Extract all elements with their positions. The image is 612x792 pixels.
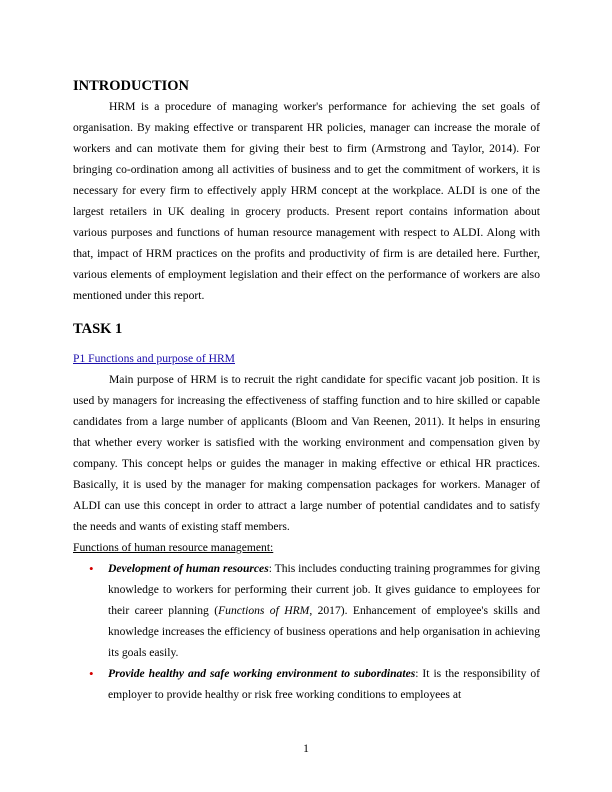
- introduction-paragraph: HRM is a procedure of managing worker's performance for achieving the set goals of organisation. By making effective or transparent HR policies, manager can increase the morale of workers and can motivate them for giving their best to firm (Armstrong and Taylor, 2014). For bringing co-ordination among all activities of business and to get the commitment of workers, it is necessary for every firm to effectively apply HRM concept at the workplace. ALDI is one of the largest retailers in UK dealing in grocery products. Present report contains information about various purposes and functions of human resource management with respect to ALDI. Along with that, impact of HRM practices on the profits and productivity of firm is are detailed here. Further, various elements of employment legislation and their effect on the performance of workers are also mentioned under this report.: [73, 100, 540, 302]
- function-title: Provide healthy and safe working environment to subordinates: [108, 667, 416, 680]
- p1-functions-link[interactable]: P1 Functions and purpose of HRM: [73, 352, 235, 365]
- bullet-icon: •: [89, 561, 94, 576]
- function-text: : This includes conducting training programmes for giving knowledge to workers for performing their current job. It gives guidance to employees for their career planning (: [108, 562, 540, 617]
- function-text-after: , 2017). Enhancement of employee's skills and knowledge increases the efficiency of business operations and help organisation in achieving its goals easily.: [108, 604, 540, 659]
- list-item: [73, 663, 540, 705]
- function-title: Development of human resources: [108, 562, 269, 575]
- list-item: [73, 558, 540, 663]
- function-text: : It is the responsibility of employer to provide healthy or risk free working conditions to employees at: [108, 667, 540, 701]
- page-number: 1: [303, 742, 309, 755]
- hrm-purpose-paragraph: Main purpose of HRM is to recruit the right candidate for specific vacant job position. It is used by managers for increasing the effectiveness of staffing function and to hire skilled or capable candidates from a large number of applicants (Bloom and Van Reenen, 2011). It helps in ensuring that whether every worker is satisfied with the working environment and compensation given by company. This concept helps or guides the manager in making effective or ethical HR practices. Basically, it is used by the manager for making compensation packages for workers. Manager of ALDI can use this concept in order to attract a large number of potential candidates and to satisfy the needs and wants of existing staff members.: [73, 373, 540, 533]
- functions-heading: Functions of human resource management:: [73, 541, 274, 554]
- functions-list: [73, 558, 540, 705]
- introduction-heading: INTRODUCTION: [73, 78, 190, 94]
- task1-heading: TASK 1: [73, 321, 123, 337]
- page-content: [73, 76, 540, 705]
- function-citation: Functions of HRM: [218, 604, 310, 617]
- bullet-icon: •: [89, 666, 94, 681]
